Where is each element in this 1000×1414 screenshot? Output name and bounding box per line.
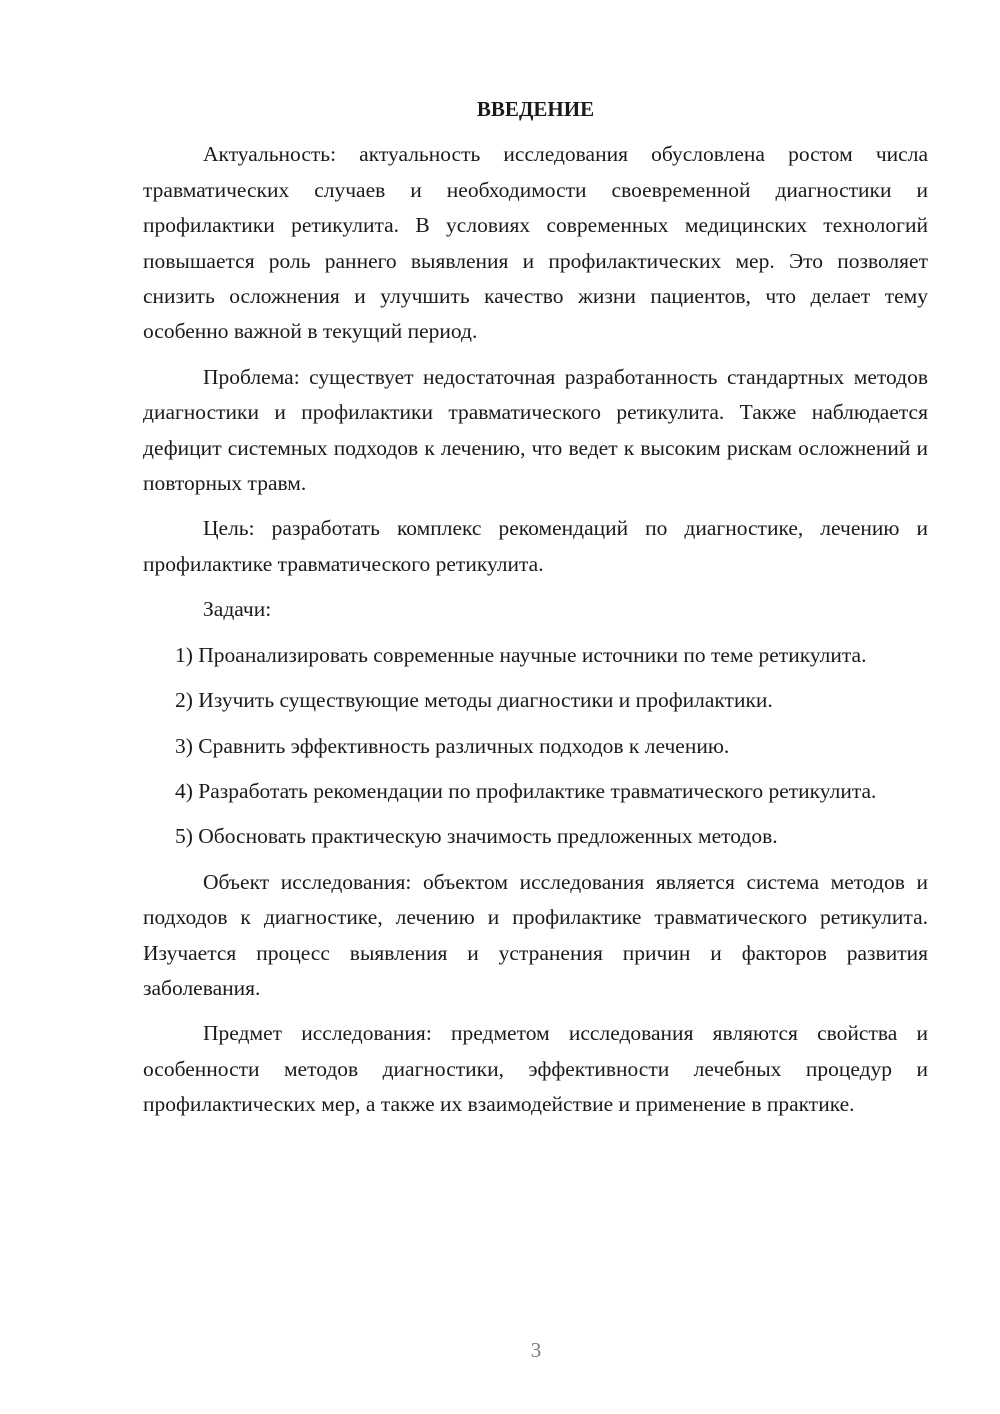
paragraph-relevance: Актуальность: актуальность исследования обусловлена ростом числа травматических случаев и необходимости своевременной диагностики и профилактики ретикулита. В условиях современных медицинских технологий повышается роль раннего выявления и профилактических мер. Это позволяет снизить осложнения и улучшить качество жизни пациентов, что делает тему особенно важной в текущий период. bbox=[143, 142, 928, 344]
page-number: 3 bbox=[530, 1338, 542, 1362]
task-item-4: 4) Разработать рекомендации по профилактике травматического ретикулита. bbox=[175, 778, 877, 803]
paragraph-subject: Предмет исследования: предметом исследования являются свойства и особенности методов диагностики, эффективности лечебных процедур и профилактических мер, а также их взаимодействие и применение в практике. bbox=[143, 1021, 928, 1117]
tasks-heading: Задачи: bbox=[203, 597, 272, 622]
paragraph-object: Объект исследования: объектом исследования является система методов и подходов к диагностике, лечению и профилактике травматического ретикулита. Изучается процесс выявления и устранения причин и факторов развития заболевания. bbox=[143, 869, 928, 1000]
paragraph-goal: Цель: разработать комплекс рекомендаций по диагностике, лечению и профилактике травматического ретикулита. bbox=[143, 516, 928, 576]
paragraph-problem: Проблема: существует недостаточная разработанность стандартных методов диагностики и профилактики травматического ретикулита. Также наблюдается дефицит системных подходов к лечению, что ведет к высоким рискам осложнений и повторных травм. bbox=[143, 364, 928, 496]
task-item-5: 5) Обосновать практическую значимость предложенных методов. bbox=[175, 824, 778, 849]
task-item-3: 3) Сравнить эффективность различных подходов к лечению. bbox=[175, 733, 730, 758]
document-body bbox=[143, 92, 928, 1133]
task-item-1: 1) Проанализировать современные научные источники по теме ретикулита. bbox=[175, 642, 867, 667]
task-item-2: 2) Изучить существующие методы диагностики и профилактики. bbox=[175, 688, 773, 713]
section-title: ВВЕДЕНИЕ bbox=[476, 97, 595, 121]
